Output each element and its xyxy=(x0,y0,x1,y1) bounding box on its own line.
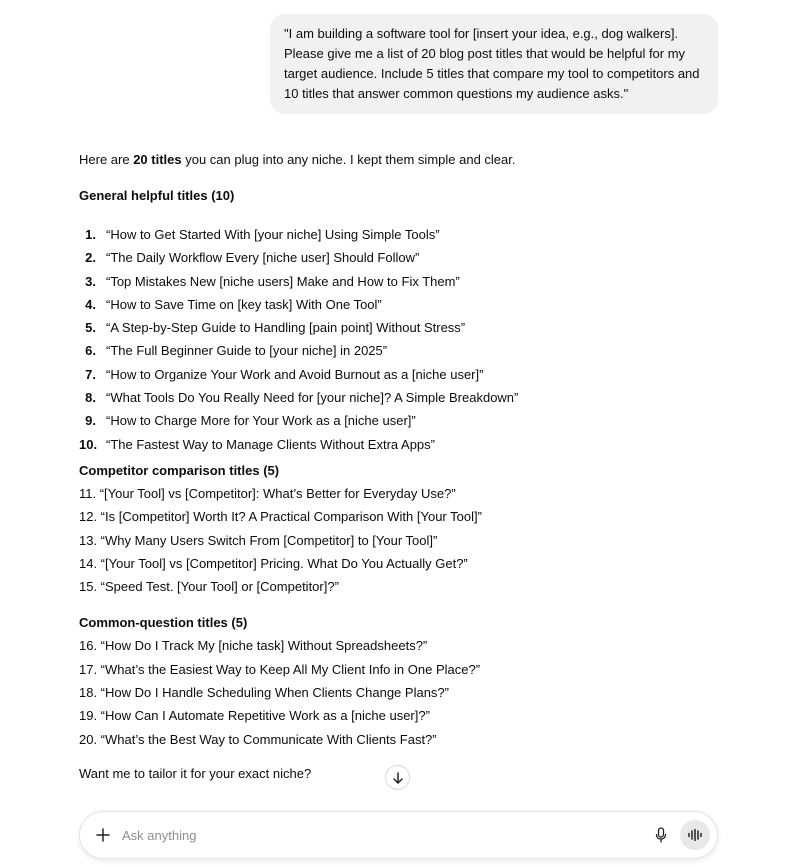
list-item: 15. “Speed Test. [Your Tool] or [Competitor]?” xyxy=(79,579,339,595)
common-question-titles-list xyxy=(79,634,719,750)
list-item xyxy=(79,223,719,246)
list-item-number: 1. xyxy=(85,227,96,242)
intro-prefix: Here are xyxy=(79,152,134,167)
list-item-text: “The Daily Workflow Every [niche user] Should Follow” xyxy=(106,250,420,266)
dictate-button[interactable] xyxy=(652,825,670,845)
list-item-number: 2. xyxy=(85,250,96,266)
message-composer xyxy=(79,811,718,859)
general-titles-heading: General helpful titles (10) xyxy=(79,188,235,203)
list-item-text: “What Tools Do You Really Need for [your niche]? A Simple Breakdown” xyxy=(106,390,519,406)
list-item xyxy=(79,246,719,269)
list-item xyxy=(79,339,719,362)
list-item xyxy=(79,363,719,386)
voice-waveform-icon xyxy=(688,829,702,841)
user-message-bubble xyxy=(270,14,718,114)
message-input[interactable] xyxy=(122,824,622,846)
competitor-titles-list xyxy=(79,482,719,598)
list-item-text: “How to Organize Your Work and Avoid Burnout as a [niche user]” xyxy=(106,366,484,382)
list-item: 20. “What’s the Best Way to Communicate With Clients Fast?” xyxy=(79,731,437,747)
list-item xyxy=(79,433,719,456)
response-intro xyxy=(79,150,719,170)
list-item: 19. “How Can I Automate Repetitive Work as a [niche user]?” xyxy=(79,708,430,724)
list-item xyxy=(79,316,719,339)
list-item-number: 4. xyxy=(85,296,96,312)
list-item-text: “The Full Beginner Guide to [your niche] in 2025” xyxy=(106,343,388,359)
list-item xyxy=(79,386,719,409)
voice-mode-button[interactable] xyxy=(680,820,710,850)
list-item: 17. “What’s the Easiest Way to Keep All My Client Info in One Place?” xyxy=(79,661,481,677)
user-message-text: "I am building a software tool for [insert your idea, e.g., dog walkers]. Please give me a list of 20 blog post titles that would be helpful for my target audience. Include 5 titles that compare my tool to competitors and 10 titles that answer common questions my audience asks." xyxy=(284,26,700,101)
intro-bold: 20 titles xyxy=(133,152,182,167)
scroll-to-bottom-button[interactable] xyxy=(385,765,410,790)
list-item-text: “How to Charge More for Your Work as a [niche user]” xyxy=(106,413,416,429)
assistant-response xyxy=(79,150,719,784)
closing-question: Want me to tailor it for your exact niche? xyxy=(79,765,312,781)
competitor-titles-heading: Competitor comparison titles (5) xyxy=(79,462,280,478)
list-item: 14. “[Your Tool] vs [Competitor] Pricing. What Do You Actually Get?” xyxy=(79,555,468,571)
list-item xyxy=(79,270,719,293)
list-item: 13. “Why Many Users Switch From [Competitor] to [Your Tool]” xyxy=(79,532,438,548)
list-item-number: 9. xyxy=(85,413,96,429)
plus-icon xyxy=(96,828,110,842)
list-item: 16. “How Do I Track My [niche task] Without Spreadsheets?” xyxy=(79,638,428,654)
list-item-number: 6. xyxy=(85,343,96,359)
list-item-number: 5. xyxy=(85,320,96,336)
list-item xyxy=(79,409,719,432)
microphone-icon xyxy=(655,827,667,843)
list-item: 11. “[Your Tool] vs [Competitor]: What’s Better for Everyday Use?” xyxy=(79,485,456,501)
list-item xyxy=(79,293,719,316)
list-item-text: “A Step-by-Step Guide to Handling [pain point] Without Stress” xyxy=(106,320,466,336)
list-item-text: “How to Get Started With [your niche] Using Simple Tools” xyxy=(106,227,440,242)
arrow-down-icon xyxy=(391,771,405,785)
list-item: 18. “How Do I Handle Scheduling When Clients Change Plans?” xyxy=(79,685,449,701)
list-item-text: “Top Mistakes New [niche users] Make and How to Fix Them” xyxy=(106,273,460,289)
list-item-number: 8. xyxy=(85,390,96,406)
add-attachment-button[interactable] xyxy=(92,824,114,846)
list-item-text: “The Fastest Way to Manage Clients Without Extra Apps” xyxy=(106,436,435,452)
list-item-text: “How to Save Time on [key task] With One Tool” xyxy=(106,296,382,312)
list-item: 12. “Is [Competitor] Worth It? A Practical Comparison With [Your Tool]” xyxy=(79,509,482,525)
general-titles-list xyxy=(79,223,719,456)
list-item-number: 7. xyxy=(85,366,96,382)
list-item-number: 3. xyxy=(85,273,96,289)
intro-suffix: you can plug into any niche. I kept them simple and clear. xyxy=(181,152,516,167)
common-question-titles-heading: Common-question titles (5) xyxy=(79,615,248,631)
list-item-number: 10. xyxy=(79,436,98,452)
